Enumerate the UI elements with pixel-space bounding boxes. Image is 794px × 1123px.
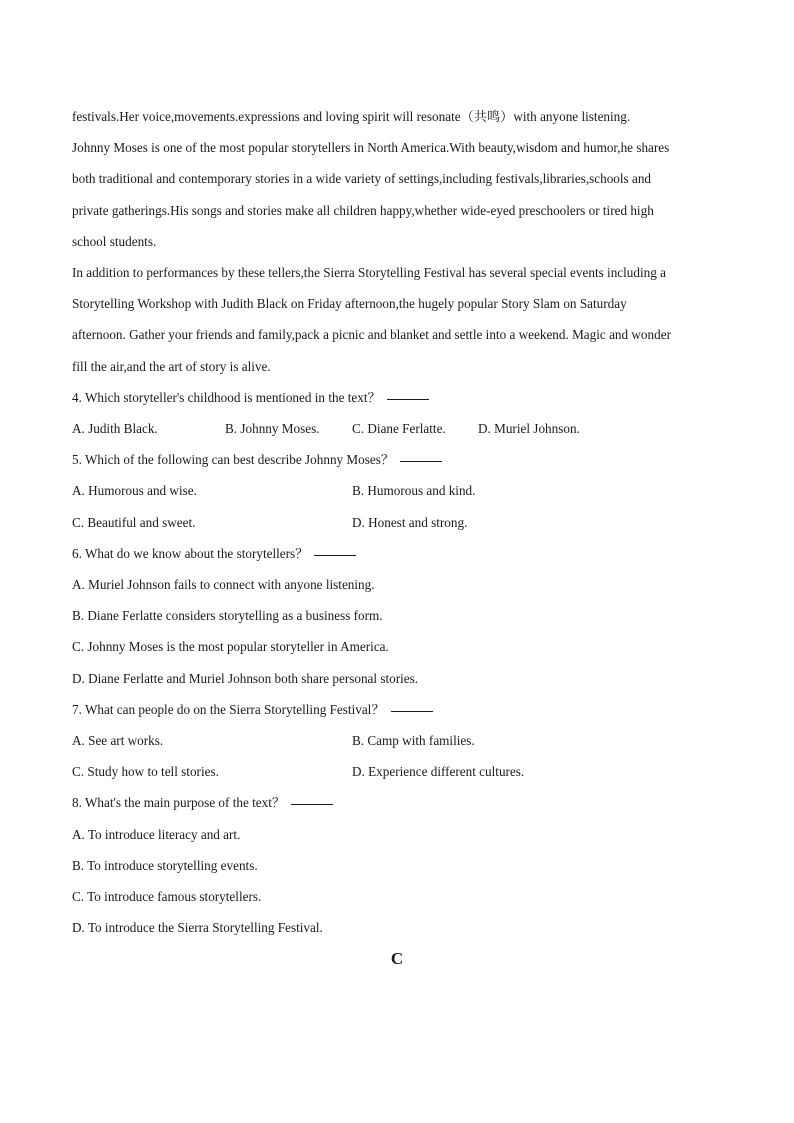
option-d[interactable]: D. Experience different cultures. — [352, 764, 525, 780]
passage-line: afternoon. Gather your friends and family,pack a picnic and blanket and settle into a weekend. Magic and wonder — [72, 327, 671, 343]
option-c[interactable]: C. Study how to tell stories. — [72, 764, 219, 780]
option-a[interactable]: A. Muriel Johnson fails to connect with anyone listening. — [72, 577, 375, 593]
question-stem: 5. Which of the following can best describe Johnny Moses？ — [72, 444, 722, 475]
option-a[interactable]: A. Judith Black. — [72, 421, 158, 437]
passage-line: Storytelling Workshop with Judith Black on Friday afternoon,the hugely popular Story Slam on Saturday — [72, 296, 627, 312]
answer-blank[interactable] — [400, 460, 442, 462]
passage-line: private gatherings.His songs and stories make all children happy,whether wide-eyed preschoolers or tired high — [72, 202, 654, 218]
question-stem: 8. What's the main purpose of the text？ — [72, 787, 722, 818]
option-d[interactable]: D. Muriel Johnson. — [478, 421, 580, 437]
options-row — [72, 725, 722, 756]
answer-blank[interactable] — [291, 803, 333, 805]
question-8 — [72, 787, 722, 943]
passage-line: Johnny Moses is one of the most popular storytellers in North America.With beauty,wisdom and humor,he shares — [72, 140, 670, 156]
question-stem: 4. Which storyteller's childhood is mentioned in the text？ — [72, 382, 722, 413]
option-a[interactable]: A. See art works. — [72, 733, 164, 749]
answer-blank[interactable] — [391, 710, 433, 712]
option-b[interactable]: B. Camp with families. — [352, 733, 475, 749]
option-b[interactable]: B. Humorous and kind. — [352, 483, 476, 499]
option-d[interactable]: D. Honest and strong. — [352, 514, 468, 530]
question-4 — [72, 382, 722, 444]
question-stem: 6. What do we know about the storytellers？ — [72, 538, 722, 569]
options-row — [72, 413, 722, 444]
option-b[interactable]: B. Johnny Moses. — [225, 421, 320, 437]
question-7 — [72, 694, 722, 788]
section-heading: C — [390, 949, 404, 968]
option-d[interactable]: D. To introduce the Sierra Storytelling Festival. — [72, 920, 323, 936]
option-c[interactable]: C. To introduce famous storytellers. — [72, 889, 262, 905]
option-d[interactable]: D. Diane Ferlatte and Muriel Johnson both share personal stories. — [72, 670, 419, 686]
question-stem: 7. What can people do on the Sierra Storytelling Festival？ — [72, 694, 722, 725]
passage-line: school students. — [72, 233, 157, 249]
option-a[interactable]: A. To introduce literacy and art. — [72, 826, 241, 842]
answer-blank[interactable] — [387, 398, 429, 400]
passage-line: both traditional and contemporary stories in a wide variety of settings,including festivals,libraries,schools and — [72, 171, 652, 187]
option-b[interactable]: B. To introduce storytelling events. — [72, 857, 258, 873]
options-row — [72, 756, 722, 787]
option-b[interactable]: B. Diane Ferlatte considers storytelling as a business form. — [72, 608, 383, 624]
passage-line: festivals.Her voice,movements.expressions and loving spirit will resonate（共鸣）with anyone listening. — [72, 109, 631, 124]
option-a[interactable]: A. Humorous and wise. — [72, 483, 197, 499]
option-c[interactable]: C. Beautiful and sweet. — [72, 514, 196, 530]
document-page — [72, 101, 722, 943]
passage-line: In addition to performances by these tellers,the Sierra Storytelling Festival has several special events including a — [72, 265, 666, 281]
passage-line: fill the air,and the art of story is alive. — [72, 358, 271, 374]
question-6 — [72, 538, 722, 694]
reading-passage — [72, 101, 722, 382]
options-row — [72, 475, 722, 506]
answer-blank[interactable] — [314, 554, 356, 556]
option-c[interactable]: C. Johnny Moses is the most popular storyteller in America. — [72, 639, 389, 655]
option-c[interactable]: C. Diane Ferlatte. — [352, 421, 446, 437]
options-row — [72, 507, 722, 538]
question-5 — [72, 444, 722, 538]
